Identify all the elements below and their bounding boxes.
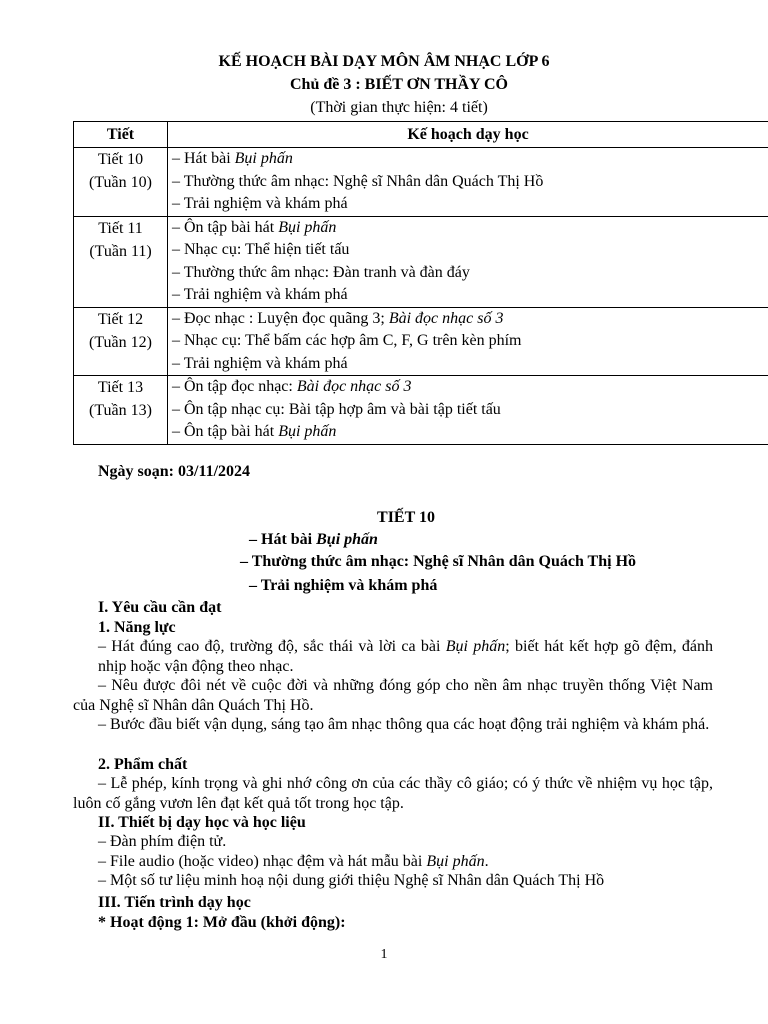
plan-item: – Hát bài Bụi phấn <box>172 150 293 167</box>
lesson-title: TIẾT 10 <box>377 509 435 526</box>
week-label: (Tuần 13) <box>89 402 152 419</box>
plan-item: – Đọc nhạc : Luyện đọc quãng 3; Bài đọc nhạc số 3 <box>172 309 504 327</box>
plan-item: – Nhạc cụ: Thể hiện tiết tấu <box>172 241 350 258</box>
paragraph-competence-1: – Hát đúng cao độ, trường độ, sắc thái và lời ca bài Bụi phấn; biết hát kết hợp gõ đệm, đánh nhịp hoặc vận động theo nhạc. <box>98 638 714 675</box>
activity-heading: * Hoạt động 1: Mở đầu (khởi động): <box>98 914 346 931</box>
period-cell <box>74 307 168 376</box>
paragraph-qualities: – Lễ phép, kính trọng và ghi nhớ công ơn của các thầy cô giáo; có ý thức về nhiệm vụ học tập, luôn cố gắng vươn lên đạt kết quả tốt trong học tập. <box>73 775 713 812</box>
table-row <box>74 376 768 445</box>
table-row <box>74 148 768 217</box>
header-plan: Kế hoạch dạy học <box>168 122 768 148</box>
plan-cell <box>168 307 768 376</box>
header-tiet: Tiết <box>74 122 168 148</box>
plan-item: – Trải nghiệm và khám phá <box>172 195 348 212</box>
table-row <box>74 216 768 307</box>
subheading-competence: 1. Năng lực <box>98 619 176 636</box>
plan-item: – Ôn tập bài hát Bụi phấn <box>172 423 337 440</box>
week-label: (Tuần 10) <box>89 174 152 191</box>
document-title: KẾ HOẠCH BÀI DẠY MÔN ÂM NHẠC LỚP 6 <box>218 53 550 70</box>
section-heading-3: III. Tiến trình dạy học <box>98 894 251 911</box>
plan-item: – Trải nghiệm và khám phá <box>172 354 348 372</box>
page-number: 1 <box>380 947 388 962</box>
equipment-item: – Đàn phím điện tử. <box>98 833 227 850</box>
section-heading-2: II. Thiết bị dạy học và học liệu <box>98 814 306 831</box>
week-label: (Tuần 12) <box>89 333 152 351</box>
period-label: Tiết 10 <box>97 151 144 168</box>
paragraph-competence-2: – Nêu được đôi nét về cuộc đời và những đóng góp cho nền âm nhạc truyền thống Việt Nam của Nghệ sĩ Nhân dân Quách Thị Hồ. <box>73 677 713 714</box>
period-label: Tiết 11 <box>98 219 143 237</box>
plan-cell <box>168 376 768 445</box>
subheading-qualities: 2. Phẩm chất <box>98 756 188 773</box>
plan-cell <box>168 148 768 217</box>
plan-item: – Trải nghiệm và khám phá <box>172 286 348 303</box>
section-heading-1: I. Yêu cầu cần đạt <box>98 599 222 616</box>
table-row <box>74 307 768 376</box>
plan-item: – Ôn tập bài hát Bụi phấn <box>172 218 337 236</box>
plan-item: – Ôn tập nhạc cụ: Bài tập hợp âm và bài tập tiết tấu <box>172 400 501 418</box>
table-header-row <box>74 122 768 148</box>
equipment-item: – Một số tư liệu minh hoạ nội dung giới thiệu Nghệ sĩ Nhân dân Quách Thị Hồ <box>98 872 605 889</box>
duration-note: (Thời gian thực hiện: 4 tiết) <box>310 99 488 116</box>
topic-title: Chủ đề 3 : BIẾT ƠN THẦY CÔ <box>290 76 508 93</box>
lesson-goal-1: – Hát bài Bụi phấn <box>249 531 378 548</box>
equipment-item: – File audio (hoặc video) nhạc đệm và hát mẫu bài Bụi phấn. <box>98 853 489 870</box>
lesson-goal-2: – Thường thức âm nhạc: Nghệ sĩ Nhân dân Quách Thị Hồ <box>240 553 637 570</box>
plan-item: – Thường thức âm nhạc: Nghệ sĩ Nhân dân Quách Thị Hồ <box>172 172 544 190</box>
plan-item: – Thường thức âm nhạc: Đàn tranh và đàn đáy <box>172 263 470 281</box>
plan-item: – Ôn tập đọc nhạc: Bài đọc nhạc số 3 <box>172 378 412 395</box>
lesson-plan-table <box>73 121 768 445</box>
paragraph-competence-3: – Bước đầu biết vận dụng, sáng tạo âm nhạc thông qua các hoạt động trải nghiệm và khám phá. <box>98 716 710 733</box>
lesson-goal-3: – Trải nghiệm và khám phá <box>249 577 438 594</box>
plan-item: – Nhạc cụ: Thể bấm các hợp âm C, F, G trên kèn phím <box>172 332 522 349</box>
prep-date: Ngày soạn: 03/11/2024 <box>98 463 251 480</box>
week-label: (Tuần 11) <box>89 242 152 260</box>
period-cell <box>74 376 168 445</box>
period-cell <box>74 216 168 307</box>
period-cell <box>74 148 168 217</box>
period-label: Tiết 12 <box>97 310 144 328</box>
period-label: Tiết 13 <box>97 379 144 396</box>
plan-cell <box>168 216 768 307</box>
